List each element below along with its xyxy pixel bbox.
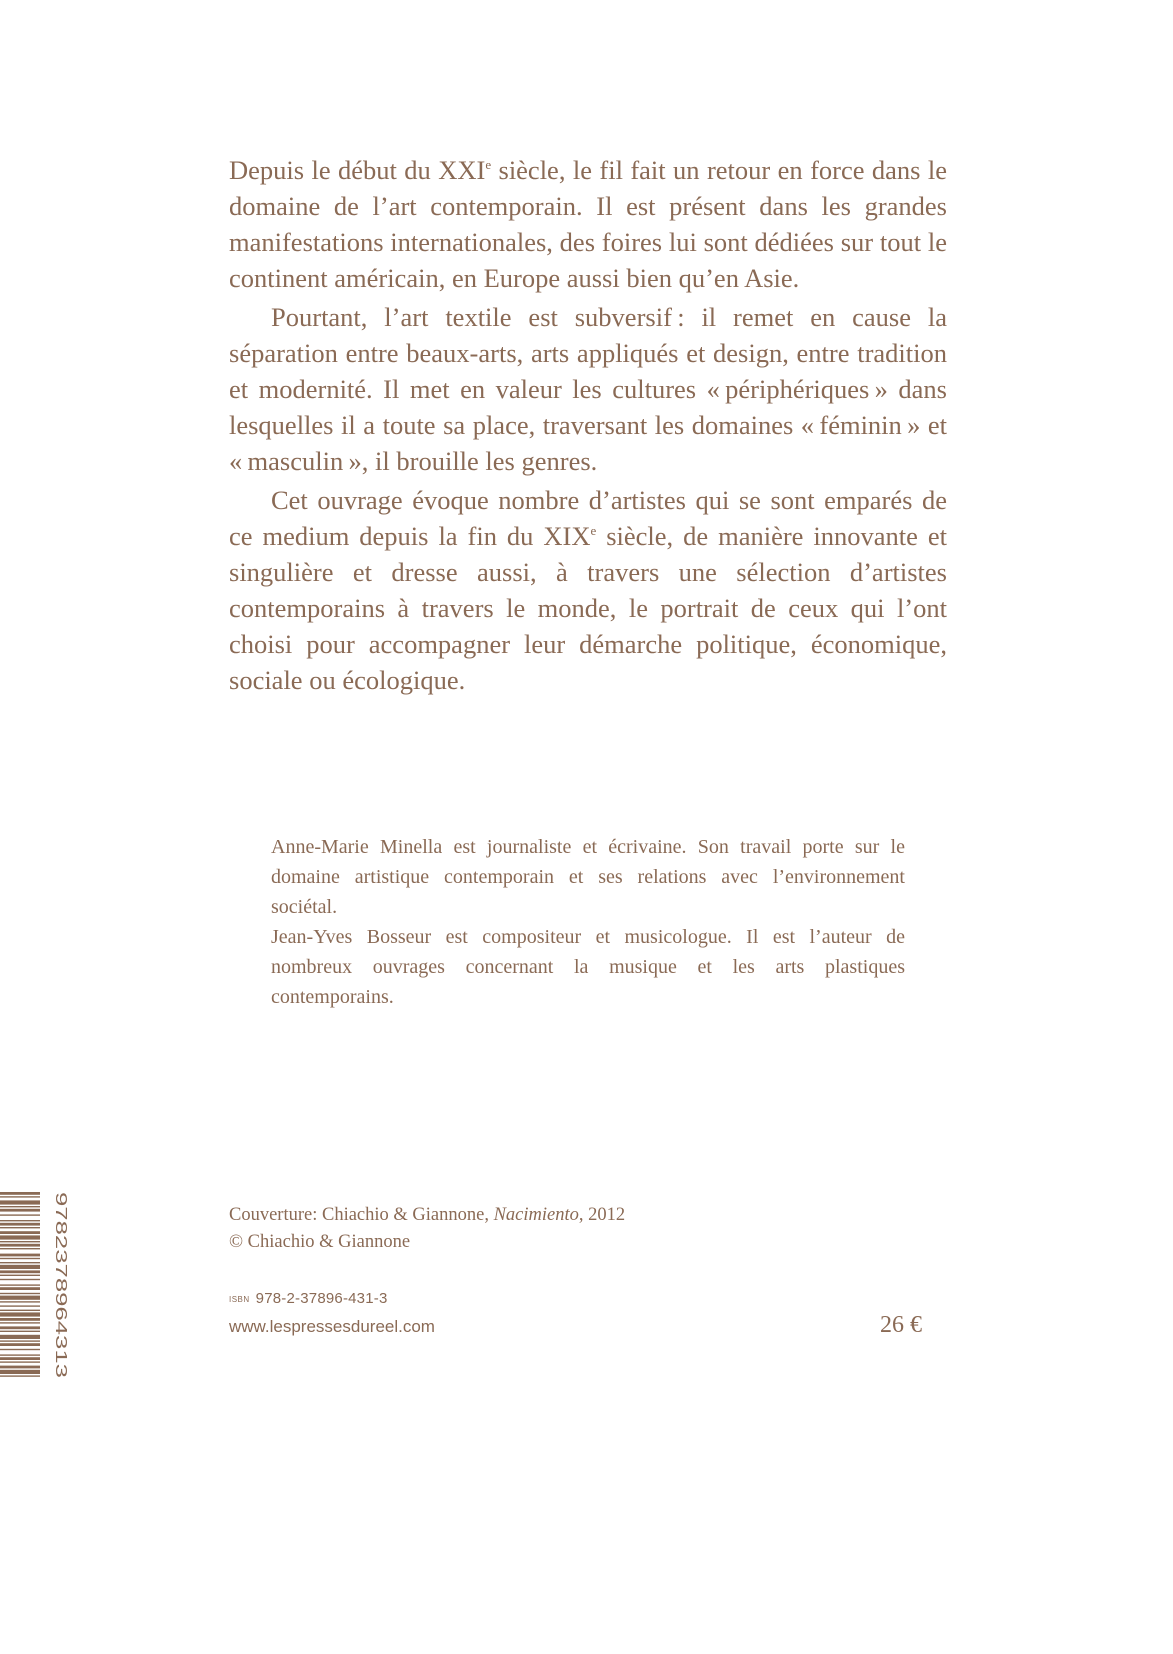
barcode-bar [0,1223,40,1226]
barcode-bar [0,1340,40,1341]
superscript-e: e [485,157,492,173]
summary-text [229,152,947,701]
barcode-bar [0,1357,40,1360]
cover-credit-line: Couverture: Chiachio & Giannone, Nacimiento, 2012 [229,1205,626,1225]
cover-credit [229,1202,829,1256]
barcode-bar [0,1241,40,1242]
barcode-bar [0,1231,40,1234]
barcode-bar [0,1270,40,1273]
summary-paragraph-2: Pourtant, l’art textile est subversif : il remet en cause la séparation entre beaux-arts, arts appliqués et design, entre tradition et modernité. Il met en valeur les cultures « périphériques » dans lesquelles il a toute sa place, traversant les domaines « féminin » et « masculin », il brouille les genres. [229,302,947,476]
barcode-bar [0,1318,40,1321]
barcode-bar [0,1196,40,1197]
barcode-bar [0,1244,40,1247]
barcode-bar [0,1227,40,1228]
barcode-bar [0,1192,40,1195]
barcode-bar [0,1349,40,1350]
barcode-bar [0,1296,40,1300]
barcode-bar [0,1258,40,1259]
barcode-bar [0,1370,40,1374]
isbn [229,1290,388,1307]
author-bio-minella: Anne-Marie Minella est journaliste et écrivaine. Son travail porte sur le domaine artistique contemporain et ses relations avec l’environnement sociétal. [271,836,905,918]
barcode-bar [0,1301,40,1302]
superscript-e: e [590,523,597,539]
barcode-bar [0,1248,40,1249]
barcode-bar [0,1209,40,1212]
barcode-bar [0,1254,40,1257]
barcode-bar [0,1265,40,1269]
barcode [0,1190,69,1380]
summary-paragraph-1: Depuis le début du XXIe siècle, le fil fait un retour en force dans le domaine de l’art contemporain. Il est présent dans les grandes manifestations internationales, des foires lui sont dédiées sur tout le continent américain, en Europe aussi bien qu’en Asie. [229,155,947,293]
barcode-bar [0,1331,40,1332]
barcode-bar [0,1284,40,1285]
barcode-bar [0,1262,40,1263]
price: 26 € [880,1312,922,1338]
barcode-bar [0,1335,40,1339]
barcode-bar [0,1375,40,1376]
author-bios [271,832,905,1012]
barcode-digits: 9782378964313 [52,1192,69,1305]
barcode-bar [0,1326,40,1329]
barcode-bar [0,1200,40,1204]
barcode-bar [0,1275,40,1276]
barcode-bars [0,1192,40,1377]
barcode-bar [0,1220,40,1221]
barcode-bar [0,1361,40,1362]
isbn-number: 978-2-37896-431-3 [255,1290,388,1307]
summary-paragraph-3: Cet ouvrage évoque nombre d’artistes qui se sont emparés de ce medium depuis la fin du XIXe siècle, de manière innovante et singulière et dresse aussi, à travers une sélection d’artistes contemporains à travers le monde, le portrait de ceux qui l’ont choisi pour accompagner leur démarche politique, économique, sociale ou écologique. [229,485,947,695]
barcode-bar [0,1214,40,1215]
barcode-bar [0,1206,40,1207]
cover-artwork-title: Nacimiento [493,1205,579,1225]
barcode-bar [0,1235,40,1239]
barcode-bar [0,1279,40,1280]
barcode-bar [0,1305,40,1306]
barcode-bar [0,1312,40,1316]
barcode-bar [0,1293,40,1294]
publisher-website: www.lespressesdureel.com [229,1317,435,1336]
barcode-bar [0,1343,40,1346]
barcode-bar [0,1287,40,1290]
isbn-label: ISBN [229,1295,250,1304]
barcode-bar [0,1322,40,1323]
author-bio-bosseur: Jean-Yves Bosseur est compositeur et musicologue. Il est l’auteur de nombreux ouvrages concernant la musique et les arts plastiques contemporains. [271,926,905,1008]
barcode-bar [0,1366,40,1369]
barcode-bar [0,1354,40,1355]
barcode-bar [0,1310,40,1311]
copyright-line: © Chiachio & Giannone [229,1232,411,1252]
